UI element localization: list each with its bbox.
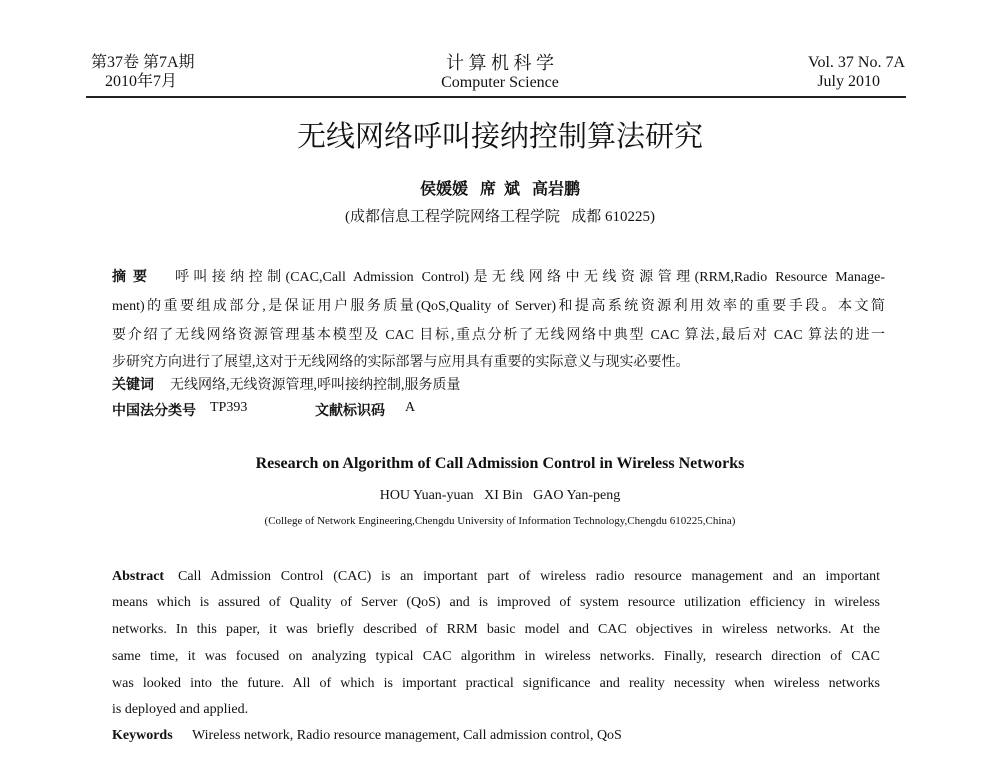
authors-en: HOU Yuan-yuan XI Bin GAO Yan-peng: [379, 488, 621, 503]
keywords-en: Wireless network, Radio resource management, Call admission control, QoS: [192, 728, 622, 743]
volume-issue: 第37卷 第7A期: [91, 54, 195, 71]
abstract-line: same time, it was focused on analyzing typical CAC algorithm in wireless networks. Finally, research direction of CAC: [112, 649, 880, 664]
header-rule: [86, 96, 906, 98]
authors-cn: 侯媛媛 席 斌 高岩鹏: [419, 181, 580, 198]
keywords-label-cn: 关键词: [112, 378, 154, 393]
abstract-line: 呼叫接纳控制(CAC,Call Admission Control)是无线网络中无线资源管理(RRM,Radio Resource Manage-: [175, 270, 885, 285]
abstract-line: networks. In this paper, it was briefly described of RRM basic model and CAC objectives in wireless networks. At the: [112, 622, 880, 637]
doc-code-value: A: [405, 400, 416, 415]
abstract-label-en: Abstract: [112, 569, 165, 584]
abstract-line: means which is assured of Quality of Server (QoS) and is improved of system resource utilization efficiency in wireless: [112, 595, 880, 610]
keywords-cn: 无线网络,无线资源管理,呼叫接纳控制,服务质量: [170, 378, 461, 393]
journal-name-en: Computer Science: [441, 74, 559, 91]
abstract-line: 要介绍了无线网络资源管理基本模型及 CAC 目标,重点分析了无线网络中典型 CAC 算法,最后对 CAC 算法的进一: [112, 328, 885, 343]
title-cn: 无线网络呼叫接纳控制算法研究: [296, 119, 703, 153]
doc-code-label: 文献标识码: [315, 404, 385, 419]
abstract-line: ment)的重要组成部分,是保证用户服务质量(QoS,Quality of Server)和提高系统资源利用效率的重要手段。本文简: [112, 299, 885, 314]
volume-issue-en: Vol. 37 No. 7A: [807, 54, 905, 71]
issue-date-cn: 2010年7月: [105, 73, 178, 90]
clc-label: 中国法分类号: [112, 404, 196, 419]
issue-date-en: July 2010: [817, 73, 880, 90]
clc-value: TP393: [210, 400, 248, 415]
abstract-label-cn: 摘 要: [112, 270, 147, 285]
abstract-line: 步研究方向进行了展望,这对于无线网络的实际部署与应用具有重要的实际意义与现实必要性。: [112, 355, 690, 370]
keywords-label-en: Keywords: [112, 728, 173, 743]
abstract-line: Call Admission Control (CAC) is an important part of wireless radio resource management and an important: [178, 569, 880, 584]
title-en: Research on Algorithm of Call Admission Control in Wireless Networks: [255, 455, 745, 472]
affiliation-en: (College of Network Engineering,Chengdu University of Information Technology,Chengdu 610225,China): [264, 515, 736, 527]
abstract-line: was looked into the future. All of which is important practical significance and reality necessity when wireless networks: [112, 676, 880, 691]
journal-name-cn: 计 算 机 科 学: [446, 53, 554, 73]
affiliation-cn: (成都信息工程学院网络工程学院 成都 610225): [345, 209, 655, 225]
abstract-line: is deployed and applied.: [112, 702, 249, 717]
